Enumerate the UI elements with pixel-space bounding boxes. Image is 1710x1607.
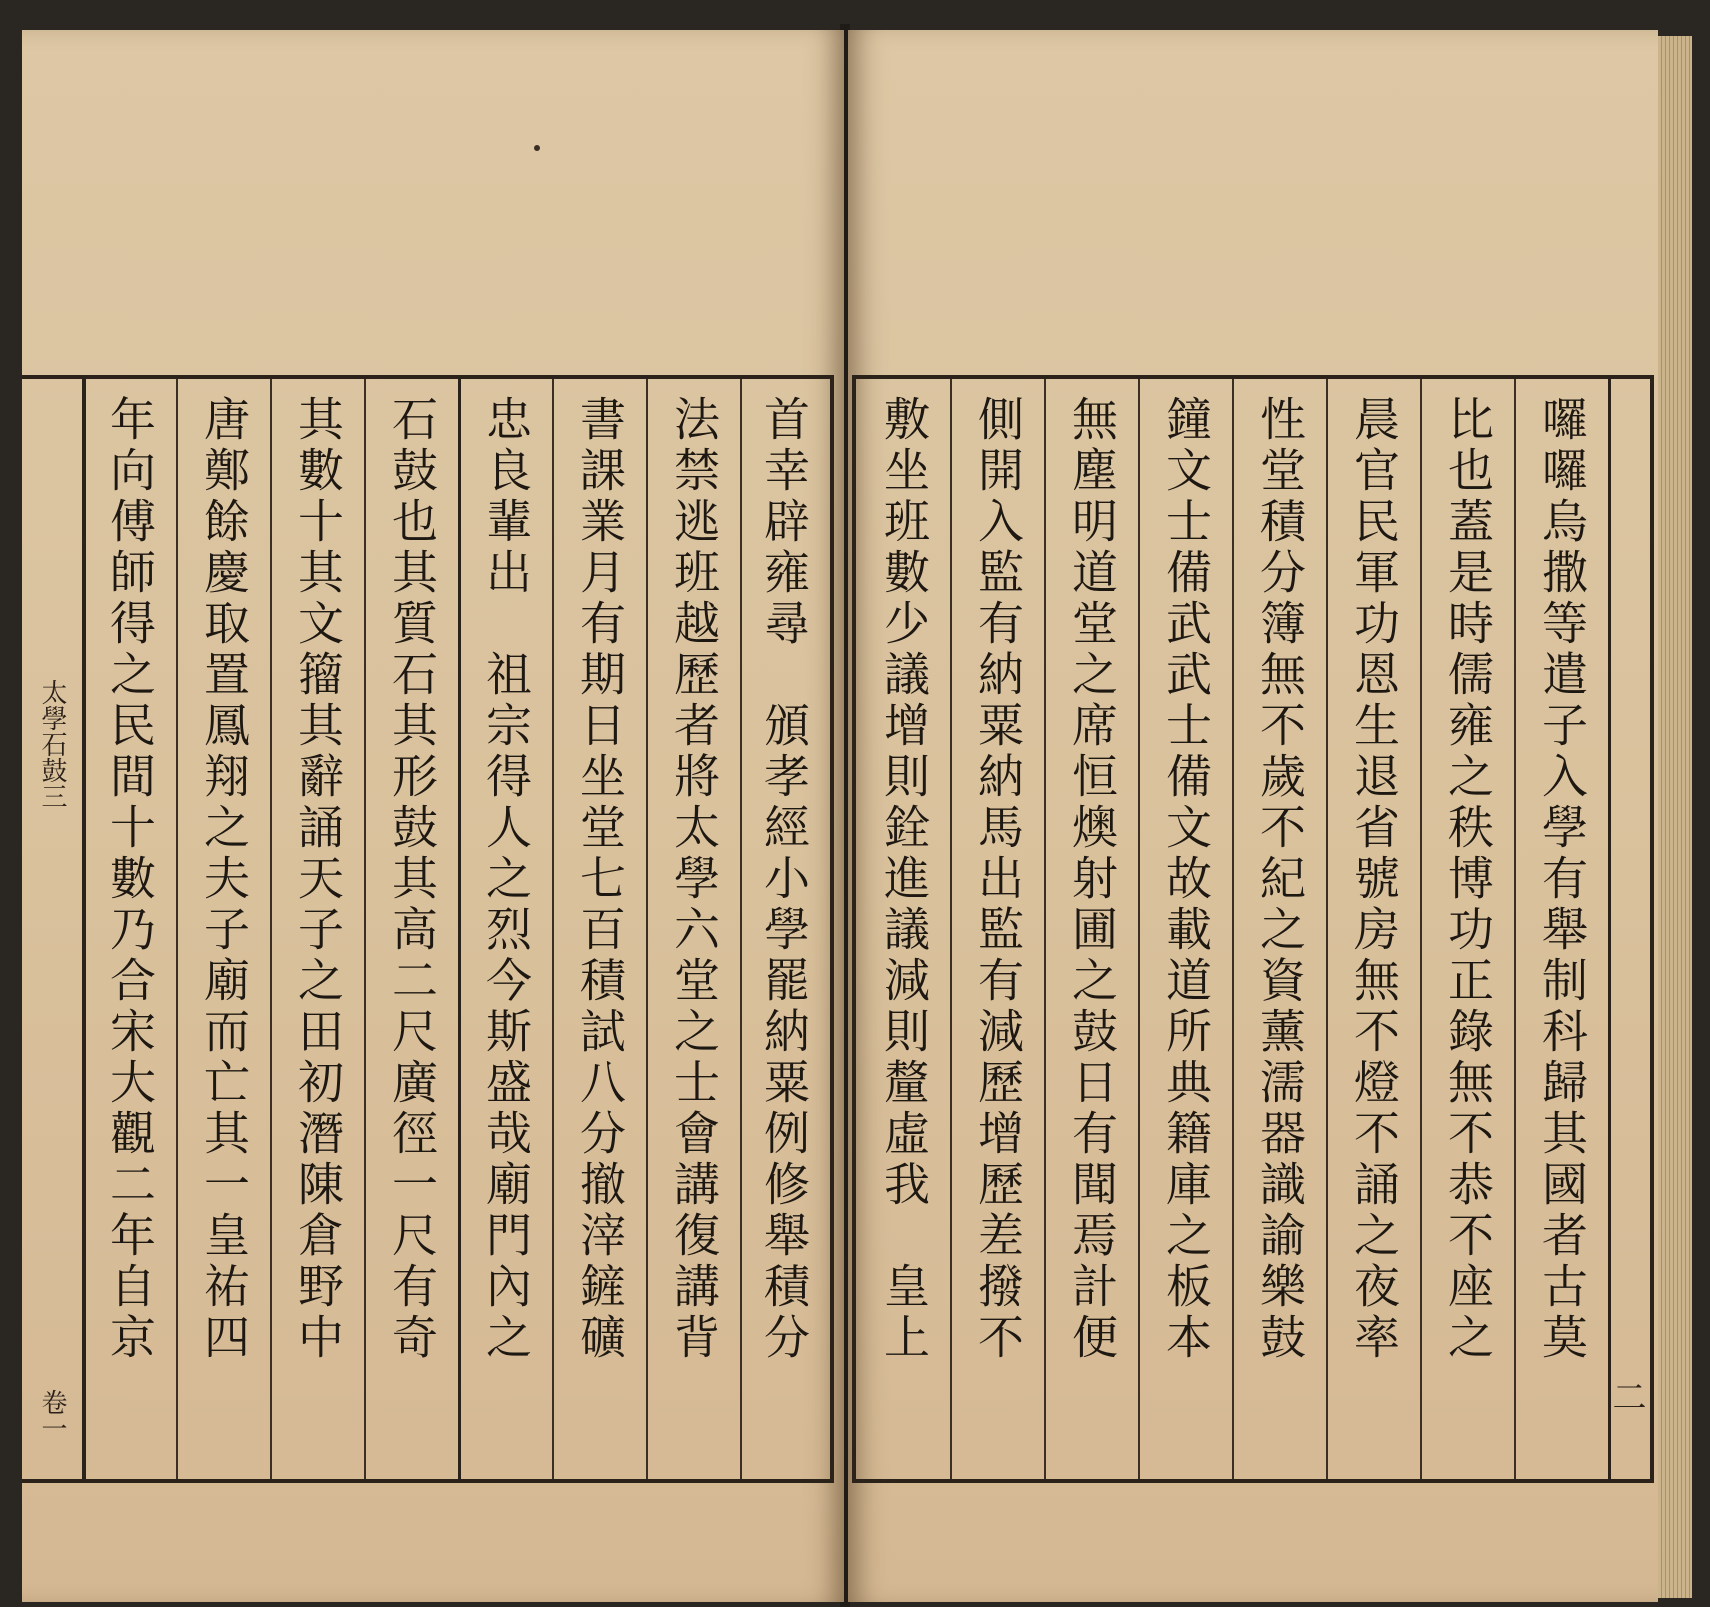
text-column-2: 比也蓋是時儒雍之秩博功正錄無不恭不座之 (1420, 379, 1514, 1479)
ink-spot (534, 145, 540, 151)
banxin-juan: 卷一 (37, 1389, 67, 1441)
text-column-8: 敷坐班數少議增則銓進議減則釐虛我 皇上 (877, 395, 931, 1364)
left-text-frame (22, 375, 834, 1483)
text-column-1: 首幸辟雍尋 頒孝經小學罷納粟例修舉積分 (740, 379, 830, 1479)
text-column-4: 性堂積分簿無不歲不紀之資薰濡器識諭樂鼓 (1232, 379, 1326, 1479)
text-column-4: 忠良輩出 祖宗得人之烈今斯盛哉廟門內之 (458, 379, 552, 1479)
text-column-3: 書課業月有期日坐堂七百積試八分撤滓鏟礦 (552, 379, 646, 1479)
text-column-5: 鐘文士備武武士備文故載道所典籍庫之板本 (1138, 379, 1232, 1479)
left-page (22, 30, 844, 1602)
banxin-title: 太學石鼓三 (37, 679, 67, 809)
text-column-3: 晨官民軍功恩生退省號房無不燈不誦之夜率 (1326, 379, 1420, 1479)
page-edges (1658, 36, 1692, 1598)
text-column-6: 無塵明道堂之席恒燠射圃之鼓日有聞焉計便 (1044, 379, 1138, 1479)
text-column-7: 側開入監有納粟納馬出監有減歷增歷差撥不 (950, 379, 1044, 1479)
text-column-8: 年向傅師得之民間十數乃合宋大觀二年自京 (82, 379, 176, 1479)
right-text-frame (852, 375, 1654, 1483)
page-number: 二 (1606, 1379, 1646, 1418)
text-column-6: 其數十其文籀其辭誦天子之田初潛陳倉野中 (270, 379, 364, 1479)
text-column-1: 囉囉烏撒等遣子入學有舉制科歸其國者古莫 (1514, 379, 1608, 1479)
right-page (848, 30, 1658, 1602)
text-column-7: 唐鄭餘慶取置鳳翔之夫子廟而亡其一皇祐四 (176, 379, 270, 1479)
banxin-margin (22, 379, 82, 1479)
text-column-5: 石鼓也其質石其形鼓其高二尺廣徑一尺有奇 (364, 379, 458, 1479)
banxin-strip (1608, 379, 1650, 1479)
text-column-2: 法禁逃班越歷者將太學六堂之士會講復講背 (646, 379, 740, 1479)
